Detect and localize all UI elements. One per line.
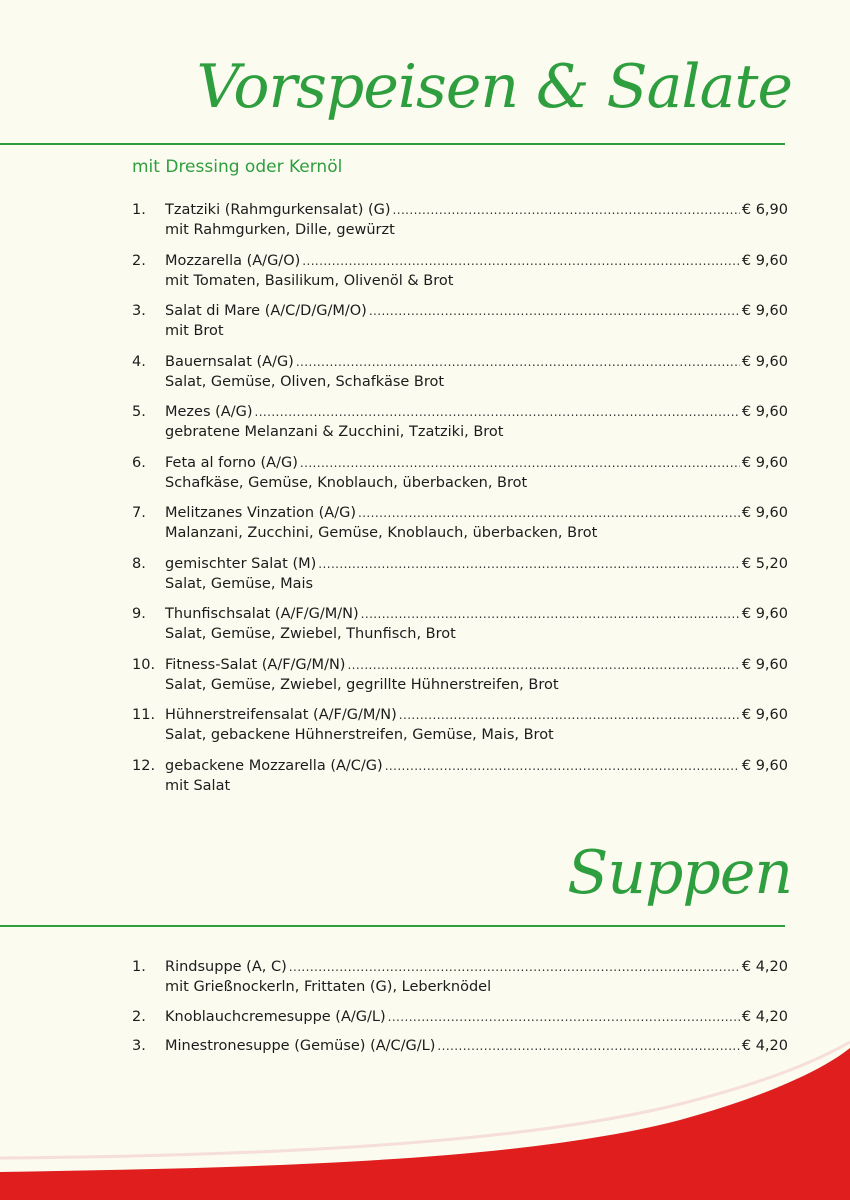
menu-item-description: Salat, Gemüse, Zwiebel, Thunfisch, Brot — [165, 626, 456, 642]
menu-item-name: Feta al forno (A/G) — [165, 454, 298, 471]
menu-item — [132, 352, 788, 403]
menu-item-number: 2. — [132, 1009, 146, 1025]
menu-item-description: Malanzani, Zucchini, Gemüse, Knoblauch, überbacken, Brot — [165, 525, 598, 541]
menu-item-description: Salat, Gemüse, Zwiebel, gegrillte Hühnerstreifen, Brot — [165, 676, 559, 693]
dot-leader — [388, 1007, 740, 1027]
menu-item-description: mit Tomaten, Basilikum, Olivenöl & Brot — [165, 272, 454, 289]
divider-line — [0, 925, 785, 927]
menu-item — [132, 604, 788, 655]
menu-item-price: € 4,20 — [741, 959, 788, 975]
menu-item-name: Knoblauchcremesuppe (A/G/L) — [165, 1009, 386, 1025]
menu-item — [132, 705, 788, 756]
menu-item-name: gemischter Salat (M) — [165, 555, 317, 572]
dot-leader — [393, 200, 740, 220]
dot-leader — [361, 604, 740, 624]
menu-item-number: 11. — [132, 707, 156, 723]
menu-item — [132, 251, 788, 302]
menu-item-price: € 5,20 — [741, 555, 788, 572]
menu-item-row — [132, 957, 788, 977]
menu-item — [132, 655, 788, 706]
dot-leader — [289, 957, 740, 977]
menu-item-row — [132, 402, 788, 422]
menu-item-row — [132, 251, 788, 271]
menu-item-name: Bauernsalat (A/G) — [165, 353, 294, 370]
menu-item-number: 1. — [132, 959, 146, 975]
menu-item-name: Fitness-Salat (A/F/G/M/N) — [165, 656, 346, 673]
dot-leader — [347, 655, 739, 675]
menu-item-number: 3. — [132, 303, 146, 319]
dot-leader — [296, 352, 740, 372]
menu-item-description: Salat, gebackene Hühnerstreifen, Gemüse, Mais, Brot — [165, 727, 554, 743]
menu-item-number: 9. — [132, 606, 146, 622]
menu-item — [132, 301, 788, 352]
menu-item-number: 10. — [132, 656, 156, 673]
menu-item-row — [132, 655, 788, 675]
menu-item-name: Hühnerstreifensalat (A/F/G/M/N) — [165, 707, 397, 723]
section-subtitle: mit Dressing oder Kernöl — [132, 157, 343, 177]
menu-item — [132, 503, 788, 554]
menu-item-price: € 9,60 — [741, 454, 788, 471]
menu-item-row — [132, 756, 788, 776]
dot-leader — [358, 503, 740, 523]
menu-item — [132, 1007, 788, 1036]
menu-item-description: mit Brot — [165, 323, 224, 339]
menu-item-price: € 4,20 — [741, 1009, 788, 1025]
menu-item-description: mit Grießnockerln, Frittaten (G), Leberknödel — [165, 979, 492, 995]
dot-leader — [399, 705, 740, 725]
menu-item — [132, 402, 788, 453]
menu-item-price: € 9,60 — [741, 606, 788, 622]
menu-item — [132, 756, 788, 807]
dot-leader — [300, 453, 740, 473]
menu-item-name: Salat di Mare (A/C/D/G/M/O) — [165, 303, 367, 319]
menu-item-name: Rindsuppe (A, C) — [165, 959, 287, 975]
menu-item-name: Mezes (A/G) — [165, 404, 253, 420]
menu-item-description: mit Rahmgurken, Dille, gewürzt — [165, 222, 395, 238]
dot-leader — [302, 251, 740, 271]
dot-leader — [385, 756, 740, 776]
section-title-vorspeisen: Vorspeisen & Salate — [196, 52, 792, 122]
menu-item-name: Thunfischsalat (A/F/G/M/N) — [165, 606, 359, 622]
menu-item-number: 12. — [132, 757, 156, 774]
dot-leader — [369, 301, 740, 321]
decorative-swoosh — [0, 1040, 850, 1200]
menu-item-price: € 9,60 — [741, 707, 788, 723]
menu-item-row — [132, 301, 788, 321]
menu-item-price: € 9,60 — [741, 757, 788, 774]
menu-item-number: 6. — [132, 454, 146, 471]
menu-item-row — [132, 1007, 788, 1027]
menu-item-number: 1. — [132, 202, 146, 218]
menu-item-description: Salat, Gemüse, Mais — [165, 575, 314, 592]
menu-item-name: Melitzanes Vinzation (A/G) — [165, 505, 356, 521]
menu-item-price: € 6,90 — [741, 202, 788, 218]
menu-item-number: 7. — [132, 505, 146, 521]
menu-item-number: 2. — [132, 252, 146, 269]
menu-item — [132, 554, 788, 605]
menu-item-description: Schafkäse, Gemüse, Knoblauch, überbacken, Brot — [165, 474, 528, 491]
menu-item-name: Minestronesuppe (Gemüse) (A/C/G/L) — [165, 1038, 436, 1054]
divider-line — [0, 143, 785, 145]
menu-item-price: € 9,60 — [741, 252, 788, 269]
menu-item-row — [132, 604, 788, 624]
menu-item-row — [132, 503, 788, 523]
dot-leader — [254, 402, 739, 422]
menu-item-number: 4. — [132, 353, 146, 370]
dot-leader — [318, 554, 740, 574]
menu-item-description: gebratene Melanzani & Zucchini, Tzatziki, Brot — [165, 424, 504, 440]
menu-item-name: gebackene Mozzarella (A/C/G) — [165, 757, 383, 774]
menu-item-description: mit Salat — [165, 777, 231, 794]
menu-item-row — [132, 705, 788, 725]
menu-item — [132, 453, 788, 504]
menu-item-name: Tzatziki (Rahmgurkensalat) (G) — [165, 202, 391, 218]
menu-item-number: 3. — [132, 1038, 146, 1054]
menu-item-price: € 9,60 — [741, 656, 788, 673]
menu-item-row — [132, 453, 788, 473]
menu-item — [132, 957, 788, 1007]
menu-item — [132, 200, 788, 251]
menu-item-price: € 9,60 — [741, 353, 788, 370]
menu-item-name: Mozzarella (A/G/O) — [165, 252, 301, 269]
menu-item-number: 5. — [132, 404, 146, 420]
menu-item-price: € 9,60 — [741, 505, 788, 521]
menu-list-vorspeisen — [132, 200, 788, 806]
menu-item-number: 8. — [132, 555, 146, 572]
menu-item-price: € 9,60 — [741, 303, 788, 319]
menu-item-price: € 9,60 — [741, 404, 788, 420]
menu-item-row — [132, 200, 788, 220]
section-title-suppen: Suppen — [567, 838, 792, 908]
menu-item-price: € 4,20 — [741, 1038, 788, 1054]
menu-item-row — [132, 352, 788, 372]
menu-item-description: Salat, Gemüse, Oliven, Schafkäse Brot — [165, 373, 445, 390]
menu-item-row — [132, 554, 788, 574]
